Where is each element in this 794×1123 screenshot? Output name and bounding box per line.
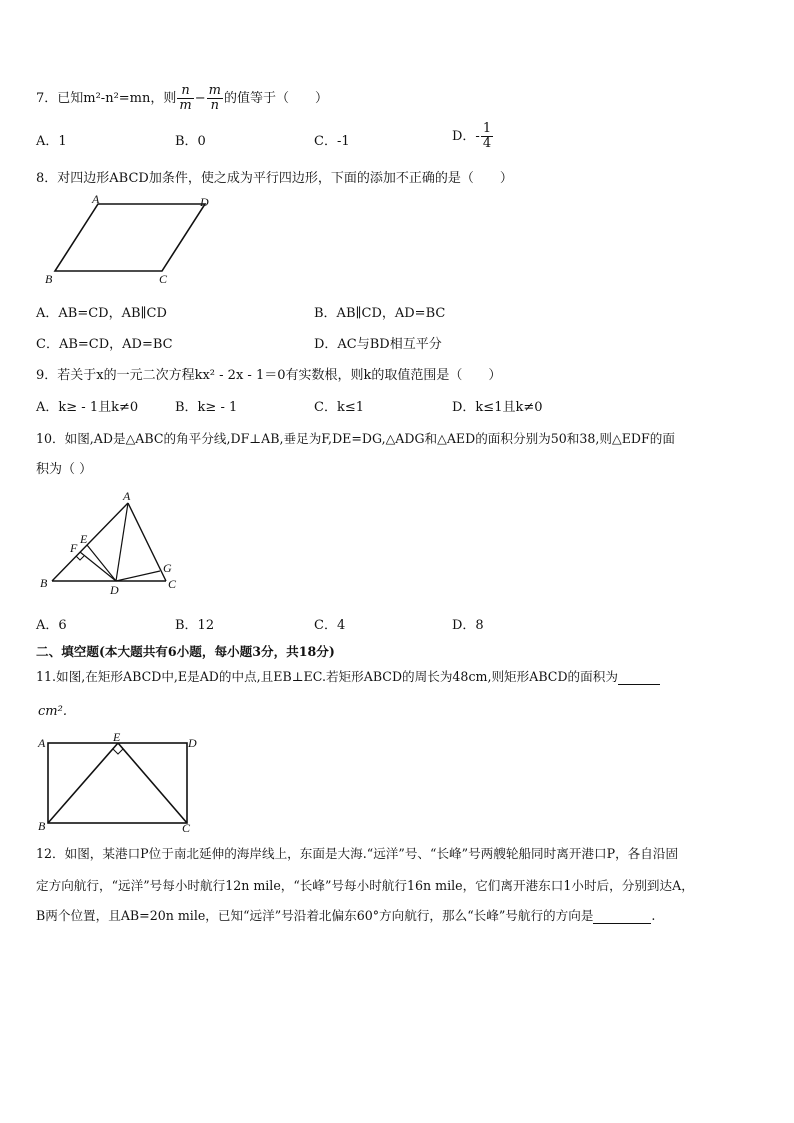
q7-option-c: C．-1: [314, 134, 350, 149]
q7-option-d: D．- $\frac{1}{4}$: [452, 121, 492, 151]
q11-rectangle-figure: [34, 732, 208, 834]
q7-prefix: 7．已知m²-n²=mn，则: [36, 91, 177, 106]
q8-option-a: A．AB=CD，AB∥CD: [36, 306, 167, 321]
q8-option-d: D．AC与BD相互平分: [314, 337, 442, 352]
q10-label-e: E: [80, 532, 88, 546]
question-11-stem: 11.如图,在矩形ABCD中,E是AD的中点,且EB⊥EC.若矩形ABCD的周长为48cm,则矩形ABCD的面积为: [36, 666, 660, 685]
q10-triangle-figure: [30, 488, 190, 598]
q8-option-c: C．AB=CD，AD=BC: [36, 337, 173, 352]
question-10-stem-line2: 积为（ ）: [36, 462, 93, 477]
question-12-line1: 12．如图，某港口P位于南北延伸的海岸线上，东面是大海.“远洋”号、“长峰”号两艘轮船同时离开港口P，各自沿固: [36, 846, 679, 861]
q11-label-b: B: [38, 819, 46, 833]
q7-fraction-n-over-m: $\frac{n}{m}$: [179, 83, 192, 113]
q11-label-c: C: [182, 821, 191, 834]
question-9-stem: 9．若关于x的一元二次方程kx² - 2x - 1＝0有实数根，则k的取值范围是（ ）: [36, 368, 502, 383]
q10-label-f: F: [70, 541, 78, 555]
q9-option-b: B．k≥ - 1: [175, 400, 238, 415]
q10-label-g: G: [163, 561, 172, 575]
q11-label-a: A: [38, 736, 46, 750]
q12-answer-blank: [593, 908, 651, 924]
q11-unit: cm².: [38, 704, 67, 719]
question-7-stem: [36, 84, 328, 112]
q7-minus: −: [194, 91, 206, 106]
q10-option-b: B．12: [175, 618, 215, 633]
question-8-stem: 8．对四边形ABCD加条件，使之成为平行四边形，下面的添加不正确的是（ ）: [36, 171, 513, 186]
q11-answer-blank: [618, 669, 660, 685]
q11-label-d: D: [188, 736, 197, 750]
q7-suffix: 的值等于（ ）: [223, 91, 328, 106]
q7-option-b: B．0: [175, 134, 206, 149]
q10-label-b: B: [40, 576, 48, 590]
q7-fraction-m-over-n: $\frac{m}{n}$: [208, 83, 221, 113]
q8-label-b: B: [45, 272, 53, 286]
q10-option-c: C．4: [314, 618, 346, 633]
q11-label-e: E: [113, 732, 121, 744]
q7-fraction-one-quarter: $\frac{1}{4}$: [482, 121, 492, 151]
q8-label-c: C: [159, 272, 168, 286]
q10-label-a: A: [123, 489, 131, 503]
q10-label-d: D: [110, 583, 119, 597]
q10-option-d: D．8: [452, 618, 484, 633]
section-2-heading: 二、填空题(本大题共有6小题，每小题3分，共18分): [36, 644, 335, 659]
question-10-stem-line1: 10．如图,AD是△ABC的角平分线,DF⊥AB,垂足为F,DE=DG,△ADG和△AED的面积分别为50和38,则△EDF的面: [36, 431, 675, 446]
q9-option-c: C．k≤1: [314, 400, 364, 415]
q8-option-b: B．AB∥CD，AD=BC: [314, 306, 446, 321]
q10-option-a: A．6: [36, 618, 67, 633]
q8-label-a: A: [92, 192, 100, 206]
q9-option-a: A．k≥ - 1且k≠0: [36, 400, 139, 415]
q8-parallelogram-figure: [40, 192, 230, 290]
question-12-line2: 定方向航行，“远洋”号每小时航行12n mile，“长峰”号每小时航行16n mile，它们离开港东口1小时后，分别到达A，: [36, 878, 694, 893]
q9-option-d: D．k≤1且k≠0: [452, 400, 543, 415]
q10-label-c: C: [168, 577, 177, 591]
question-12-line3: B两个位置，且AB=20n mile，已知“远洋”号沿着北偏东60°方向航行，那么“长峰”号航行的方向是 .: [36, 908, 656, 923]
q7-option-a: A．1: [36, 134, 67, 149]
q8-label-d: D: [200, 195, 209, 209]
